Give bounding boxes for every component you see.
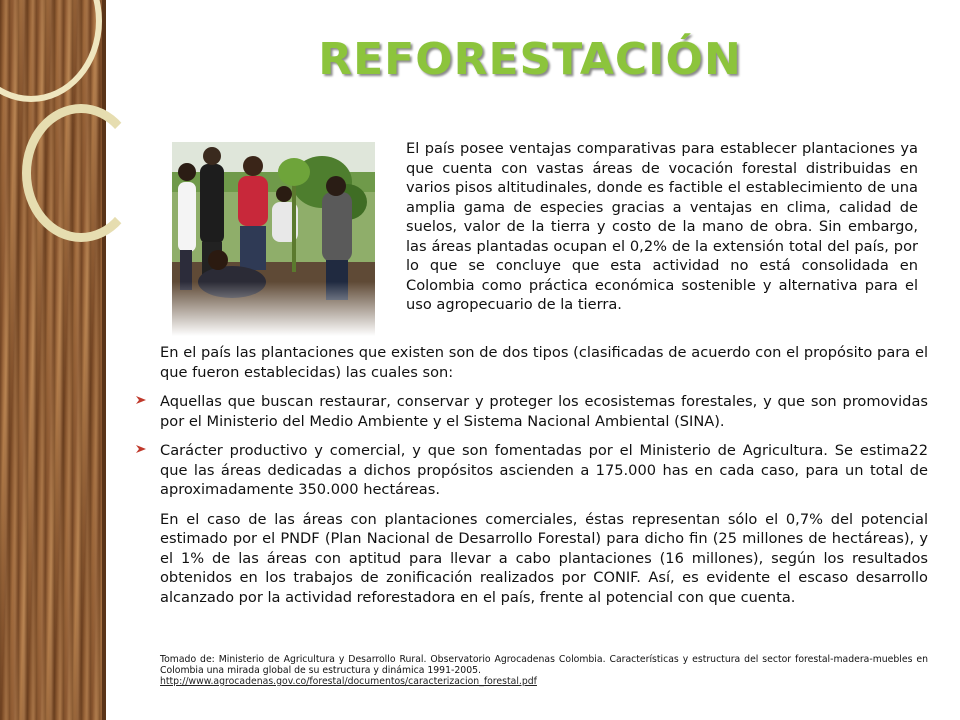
- reforestation-photo: [172, 142, 375, 336]
- source-text: Tomado de: Ministerio de Agricultura y Desarrollo Rural. Observatorio Agrocadenas Colombia. Características y estructura del sector forestal-madera-muebles en Colombia una mirada global de su estructura y dinámica 1991-2005.: [160, 654, 928, 676]
- bullet-text-conservation: Aquellas que buscan restaurar, conservar y proteger los ecosistemas forestales, y que son promovidas por el Ministerio del Medio Ambiente y el Sistema Nacional Ambiental (SINA).: [160, 393, 928, 430]
- source-link[interactable]: http://www.agrocadenas.gov.co/forestal/documentos/caracterizacion_forestal.pdf: [160, 676, 537, 687]
- paragraph-commercial-areas: En el caso de las áreas con plantaciones comerciales, éstas representan sólo el 0,7% del potencial estimado por el PNDF (Plan Nacional de Desarrollo Forestal) para dicho fin (25 millones de hectáreas), y el 1% de las áreas con aptitud para llevar a cabo plantaciones (16 millones), según los resultados obtenidos en los trabajos de zonificación realizados por CONIF. Así, es evidente el escaso desarrollo alcanzado por la actividad reforestadora en el país, frente al potencial con que cuenta.: [160, 510, 928, 606]
- bullet-item: [160, 392, 928, 431]
- arrow-bullet-icon: [136, 396, 146, 404]
- bullet-text-commercial: Carácter productivo y comercial, y que son fomentadas por el Ministerio de Agricultura. Se estima22 que las áreas dedicadas a dichos propósitos ascienden a 175.000 has en cada caso, para un total de aproximadamente 350.000 hectáreas.: [160, 442, 928, 498]
- bullet-item: [160, 441, 928, 500]
- arrow-bullet-icon: [136, 445, 146, 453]
- intro-paragraph: El país posee ventajas comparativas para establecer plantaciones ya que cuenta con vastas áreas de vocación forestal distribuidas en varios pisos altitudinales, donde es factible el establecimiento de una amplia gama de especies gracias a ventajas en clima, calidad de suelos, valor de la tierra y costo de la mano de obra. Sin embargo, las áreas plantadas ocupan el 0,2% de la extensión total del país, por lo que se concluye que esta actividad no está consolidada en Colombia como práctica económica sostenible y alternativa para el uso agropecuario de la tierra.: [406, 140, 918, 313]
- main-body: [160, 343, 928, 617]
- slide-title: REFORESTACIÓN: [318, 34, 742, 85]
- source-citation: [160, 654, 928, 687]
- decorative-ring-middle: [22, 104, 140, 242]
- paragraph-plantation-types: En el país las plantaciones que existen son de dos tipos (clasificadas de acuerdo con el propósito para el que fueron establecidas) las cuales son:: [160, 344, 928, 381]
